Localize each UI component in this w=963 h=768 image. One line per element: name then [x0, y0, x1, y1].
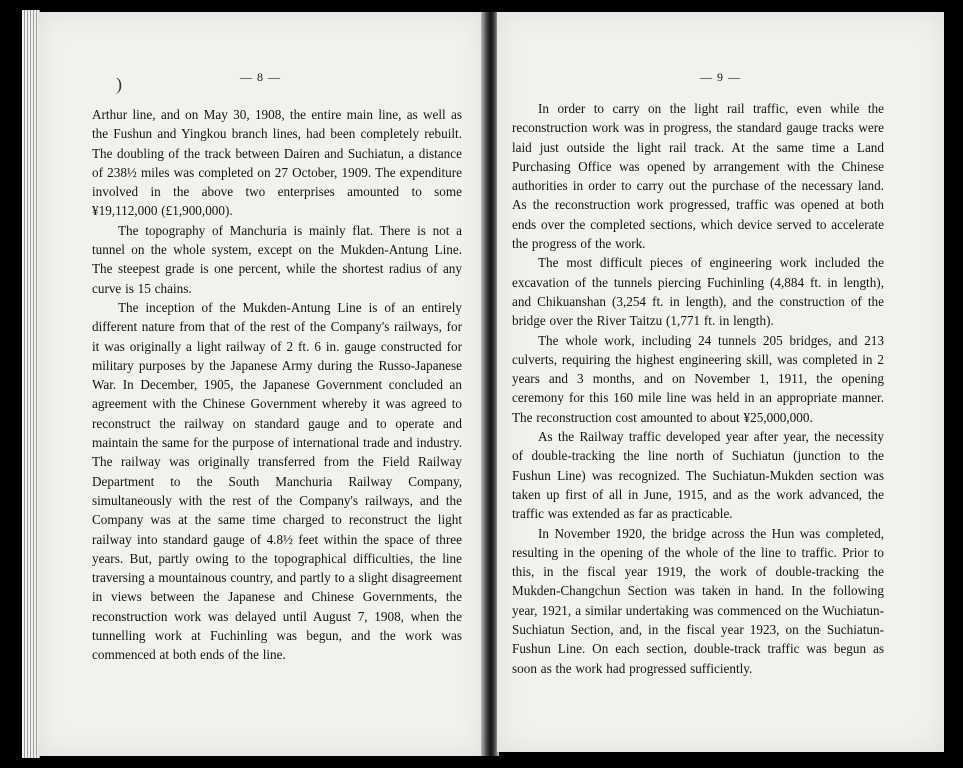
right-page — [497, 12, 944, 752]
paragraph: Arthur line, and on May 30, 1908, the entire main line, as well as the Fushun and Yingkou branch lines, had been completely rebuilt. The doubling of the track between Dairen and Suchiatun, a distance of 238½ miles was completed on 27 October, 1909. The expenditure involved in the above two enterprises amounted to some ¥19,112,000 (£1,900,000). — [92, 107, 462, 219]
page-number-left: — 8 — — [240, 70, 281, 84]
margin-mark: ) — [116, 74, 122, 94]
paragraph: In order to carry on the light rail traffic, even while the reconstruction work was in progress, the standard gauge tracks were laid just outside the light rail track. At the same time a Land Purchasing Office was opened by arrangement with the Chinese authorities in order to carry out the purchase of the necessary land. As the reconstruction work progressed, traffic was opened at both ends over the completed sections, which device served to accelerate the progress of the work. — [512, 101, 884, 252]
paragraph: The inception of the Mukden-Antung Line is of an entirely different nature from that of the rest of the Company's railways, for it was originally a light railway of 2 ft. 6 in. gauge constructed for military purposes by the Japanese Army during the Russo-Japanese War. In December, 1905, the Japanese Government concluded an agreement with the Chinese Government whereby it was agreed to reconstruct the railway on standard gauge and to operate and maintain the same for the purpose of international trade and industry. The railway was originally transferred from the Field Railway Department to the South Manchuria Railway Company, simultaneously with the rest of the Company's railways, and the Company was at the same time charged to reconstruct the light railway into standard gauge of 4.8½ feet within the space of three years. But, partly owing to the topographical difficulties, the line traversing a mountainous country, and partly to a slight disagreement in views between the Japanese and Chinese Governments, the reconstruction work was delayed until August 7, 1908, when the tunnelling work at Fuchinling was begun, and the work was commenced at both ends of the line. — [92, 299, 462, 663]
page-number-right: — 9 — — [700, 70, 741, 84]
paragraph: The topography of Manchuria is mainly flat. There is not a tunnel on the whole system, except on the Mukden-Antung Line. The steepest grade is one percent, while the shortest radius of any curve is 15 chains. — [92, 222, 462, 296]
paragraph: The whole work, including 24 tunnels 205 bridges, and 213 culverts, requiring the highest engineering skill, was completed in 2 years and 3 months, and on November 1, 1911, the opening ceremony for this 160 mile line was held in an appropriate manner. The reconstruction cost amounted to about ¥25,000,000. — [512, 332, 884, 425]
left-page-body — [92, 105, 462, 665]
right-page-body — [512, 99, 884, 678]
paragraph: As the Railway traffic developed year after year, the necessity of double-tracking the line north of Suchiatun (junction to the Fushun Line) was recognized. The Suchiatun-Mukden section was taken up first of all in June, 1915, and as the work advanced, the traffic was extended as far as practicable. — [512, 429, 884, 522]
left-page — [38, 12, 483, 756]
paragraph: The most difficult pieces of engineering work included the excavation of the tunnels piercing Fuchinling (4,884 ft. in length), and Chikuanshan (3,254 ft. in length), and the construction of the bridge over the River Taitzu (1,771 ft. in length). — [512, 255, 884, 329]
paragraph: In November 1920, the bridge across the Hun was completed, resulting in the opening of the whole of the line to traffic. Prior to this, in the fiscal year 1919, the work of double-tracking the Mukden-Changchun Section was taken in hand. In the following year, 1921, a similar undertaking was commenced on the Wuchiatun-Suchiatun Section, and, in the fiscal year 1923, on the Suchiatun-Fushun Line. On each section, double-track traffic was begun as soon as the work had progressed sufficiently. — [512, 525, 884, 676]
